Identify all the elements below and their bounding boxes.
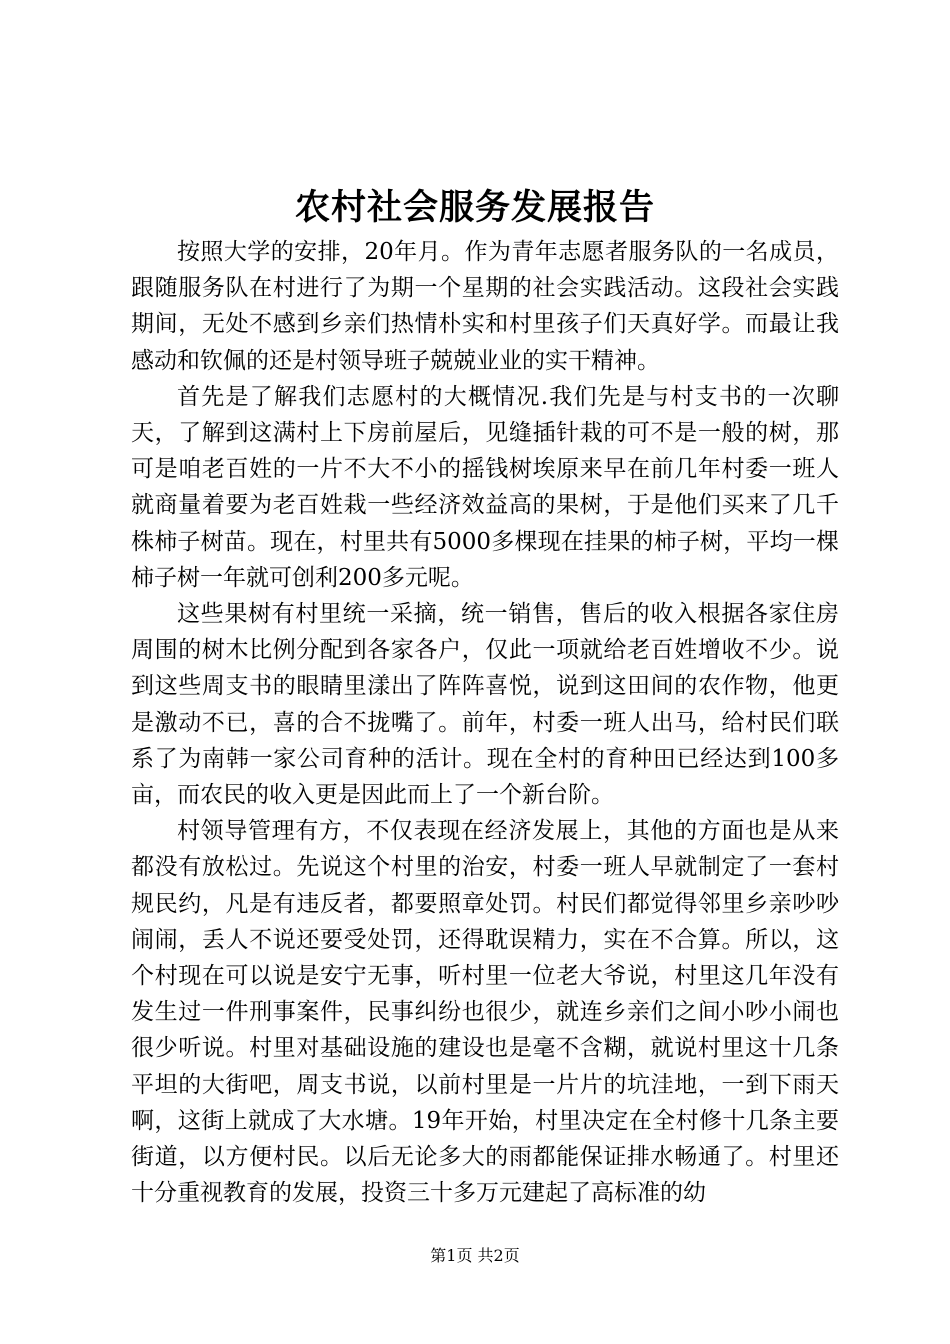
page-footer: 第1页 共2页 — [430, 1246, 520, 1265]
document-title: 农村社会服务发展报告 — [294, 187, 655, 228]
paragraph: 按照大学的安排，20年月。作为青年志愿者服务队的一名成员，跟随服务队在村进行了为期一个星期的社会实践活动。这段社会实践期间，无处不感到乡亲们热情朴实和村里孩子们天真好学。而最让我感动和钦佩的还是村领导班子兢兢业业的实干精神。 — [131, 239, 839, 374]
paragraph: 这些果树有村里统一采摘，统一销售，售后的收入根据各家住房周围的树木比例分配到各家各户，仅此一项就给老百姓增收不少。说到这些周支书的眼睛里漾出了阵阵喜悦，说到这田间的农作物，他更是激动不已，喜的合不拢嘴了。前年，村委一班人出马，给村民们联系了为南韩一家公司育种的活计。现在全村的育种田已经达到100多亩，而农民的收入更是因此而上了一个新台阶。 — [131, 601, 839, 809]
paragraph: 首先是了解我们志愿村的大概情况.我们先是与村支书的一次聊天，了解到这满村上下房前屋后，见缝插针栽的可不是一般的树，那可是咱老百姓的一片不大不小的摇钱树埃原来早在前几年村委一班人就商量着要为老百姓栽一些经济效益高的果树，于是他们买来了几千株柿子树苗。现在，村里共有5000多棵现在挂果的柿子树，平均一棵柿子树一年就可创利200多元呢。 — [131, 383, 839, 591]
document-body — [131, 234, 839, 1211]
paragraph: 村领导管理有方，不仅表现在经济发展上，其他的方面也是从来都没有放松过。先说这个村里的治安，村委一班人早就制定了一套村规民约，凡是有违反者，都要照章处罚。村民们都觉得邻里乡亲吵吵闹闹，丢人不说还要受处罚，还得耽误精力，实在不合算。所以，这个村现在可以说是安宁无事，听村里一位老大爷说，村里这几年没有发生过一件刑事案件，民事纠纷也很少，就连乡亲们之间小吵小闹也很少听说。村里对基础设施的建设也是毫不含糊，就说村里这十几条平坦的大街吧，周支书说，以前村里是一片片的坑洼地，一到下雨天啊，这街上就成了大水塘。19年开始，村里决定在全村修十几条主要街道，以方便村民。以后无论多大的雨都能保证排水畅通了。村里还十分重视教育的发展，投资三十多万元建起了高标准的幼 — [131, 818, 839, 1207]
